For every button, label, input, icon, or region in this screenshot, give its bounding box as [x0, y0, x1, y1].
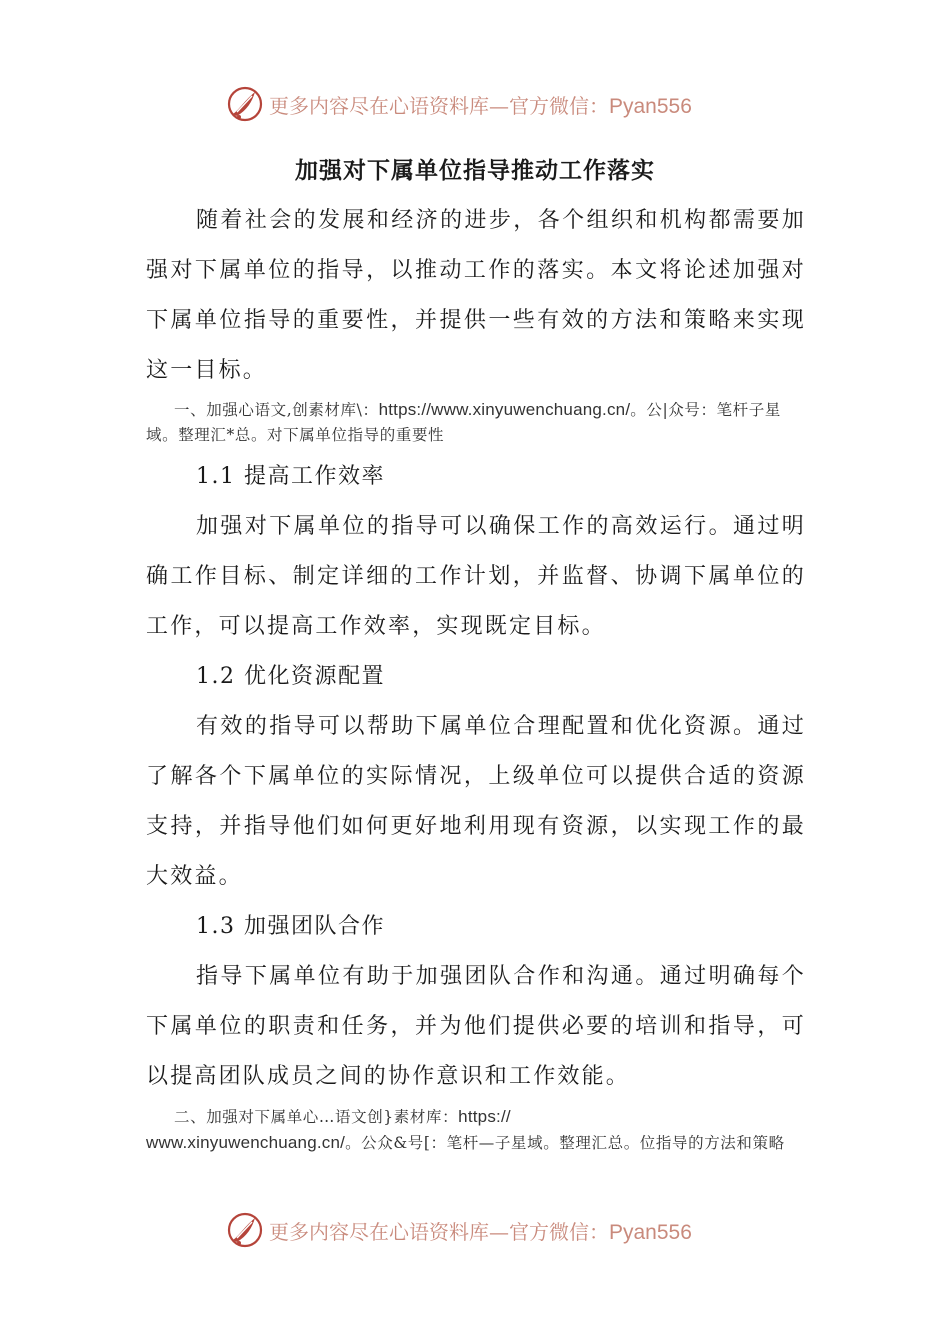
pen-nib-logo-icon: [225, 1210, 265, 1250]
footer-banner: [225, 1208, 745, 1252]
banner-text: 更多内容尽在心语资料库—官方微信：Pyan556: [269, 1219, 692, 1244]
section-1-heading: 一、加强心语文,创素材库\：https://www.xinyuwenchuang.cn/。公|众号：笔杆子星域。整理汇*总。对下属单位指导的重要性: [146, 400, 781, 444]
section-2-heading: 二、加强对下属单心…语文创}素材库：https:// www.xinyuwenchuang.cn/。公众&号[：笔杆—子星域。整理汇总。位指导的方法和策略: [146, 1107, 785, 1152]
document-title: 加强对下属单位指导推动工作落实: [295, 158, 655, 184]
pen-nib-logo-icon: [225, 84, 265, 124]
subheading-1-3: 1.3 加强团队合作: [196, 914, 385, 939]
banner-text: 更多内容尽在心语资料库—官方微信：Pyan556: [269, 93, 692, 118]
intro-paragraph: 随着社会的发展和经济的进步，各个组织和机构都需要加强对下属单位的指导，以推动工作的落实。本文将论述加强对下属单位指导的重要性，并提供一些有效的方法和策略来实现这一目标。: [146, 208, 806, 383]
wechat-id: Pyan556: [609, 94, 692, 118]
subheading-1-1: 1.1 提高工作效率: [196, 464, 385, 489]
wechat-id: Pyan556: [609, 1220, 692, 1244]
document-body: [146, 196, 806, 1156]
section-1-link[interactable]: https://www.xinyuwenchuang.cn/: [378, 400, 631, 419]
section-2-link-part1[interactable]: https://: [458, 1107, 511, 1126]
paragraph-1-2: 有效的指导可以帮助下属单位合理配置和优化资源。通过了解各个下属单位的实际情况，上级单位可以提供合适的资源支持，并指导他们如何更好地利用现有资源，以实现工作的最大效益。: [146, 714, 806, 889]
paragraph-1-3: 指导下属单位有助于加强团队合作和沟通。通过明确每个下属单位的职责和任务，并为他们提供必要的培训和指导，可以提高团队成员之间的协作意识和工作效能。: [146, 964, 806, 1089]
paragraph-1-1: 加强对下属单位的指导可以确保工作的高效运行。通过明确工作目标、制定详细的工作计划，并监督、协调下属单位的工作，可以提高工作效率，实现既定目标。: [146, 514, 806, 639]
section-2-link-part2[interactable]: www.xinyuwenchuang.cn/: [146, 1133, 346, 1152]
header-banner: [225, 82, 745, 126]
subheading-1-2: 1.2 优化资源配置: [196, 664, 385, 689]
